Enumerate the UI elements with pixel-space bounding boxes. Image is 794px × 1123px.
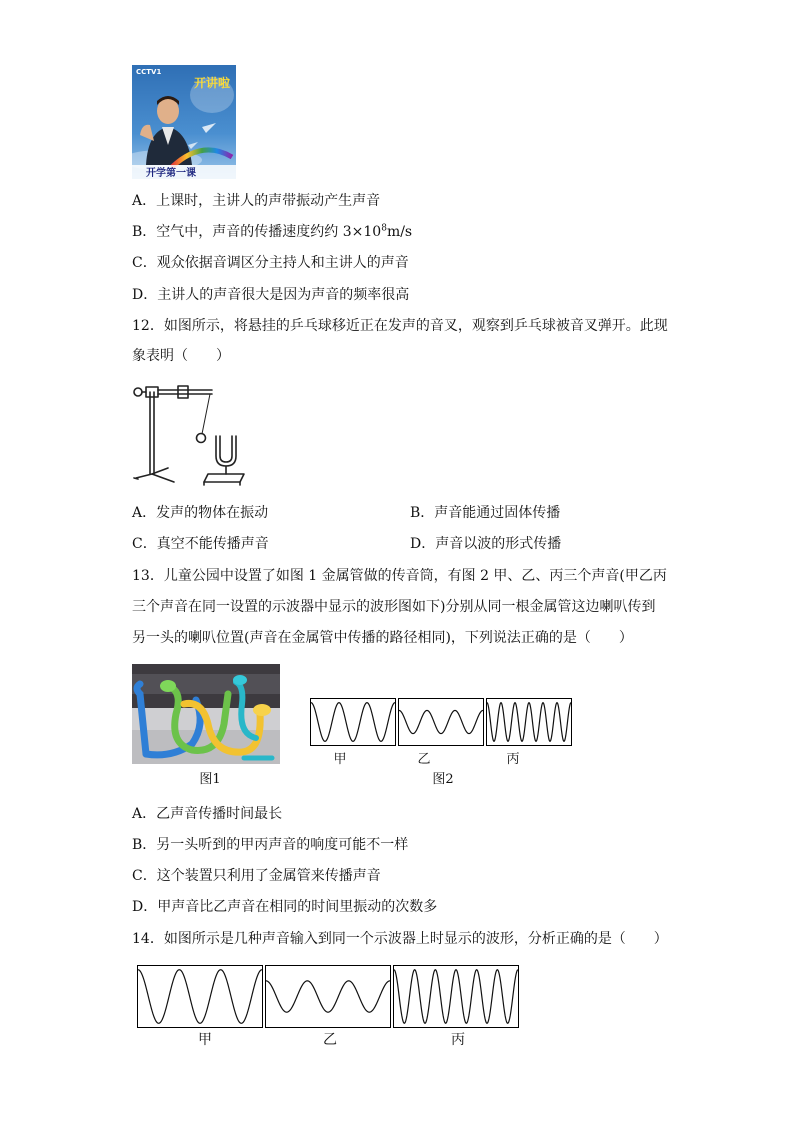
q11-option-a: A．上课时，主讲人的声带振动产生声音: [132, 193, 381, 209]
q11-option-b: [132, 222, 412, 242]
q13-wave-label-jia: 甲: [333, 752, 347, 767]
q13-stem-line3: 另一头的喇叭位置(声音在金属管中传播的路径相同)，下列说法正确的是（ ）: [132, 630, 633, 646]
q12-stem-line2: 象表明（ ）: [132, 348, 230, 364]
q13-option-d: D．甲声音比乙声音在相同的时间里振动的次数多: [132, 899, 438, 915]
q14-wave-jia: [137, 965, 263, 1028]
waveform-trace: [138, 970, 262, 1024]
q11-option-c: C．观众依据音调区分主持人和主讲人的声音: [132, 255, 409, 271]
q12-option-c: C．真空不能传播声音: [132, 536, 269, 552]
q11-option-b-exponent: 8: [381, 223, 387, 234]
poster-footer: 开学第一课: [146, 168, 196, 179]
waveform-trace: [399, 710, 483, 733]
q13-wave-bing: [486, 698, 572, 746]
q13-stem-line1: 13．儿童公园中设置了如图 1 金属管做的传音筒，有图 2 甲、乙、丙三个声音(甲乙丙: [132, 568, 667, 584]
poster-title: 开讲啦: [194, 76, 231, 90]
tuning-fork-pendulum-figure: [130, 378, 255, 486]
q13-option-c: C．这个装置只利用了金属管来传播声音: [132, 868, 381, 884]
q14-wave-label-bing: 丙: [451, 1032, 465, 1048]
q14-wave-yi: [265, 965, 391, 1028]
q14-wave-bing: [393, 965, 519, 1028]
q12-option-b: B．声音能通过固体传播: [410, 505, 561, 521]
q13-wave-label-bing: 丙: [506, 752, 520, 767]
waveform-trace: [311, 703, 395, 742]
q11-option-b-text: B．空气中，声音的传播速度约约 3×10: [132, 224, 382, 240]
q13-fig1-caption: 图1: [199, 772, 221, 787]
q13-option-a: A．乙声音传播时间最长: [132, 806, 283, 822]
q13-option-b: B．另一头听到的甲丙声音的响度可能不一样: [132, 837, 409, 853]
q12-option-a: A．发声的物体在振动: [132, 505, 269, 521]
q14-wave-label-jia: 甲: [198, 1032, 212, 1048]
poster-logo: CCTV1: [136, 68, 162, 76]
q14-wave-label-yi: 乙: [323, 1032, 337, 1048]
lecture-poster-image: [132, 65, 236, 179]
waveform-trace: [266, 981, 390, 1012]
metal-pipe-photo: [132, 664, 280, 764]
q12-option-d: D．声音以波的形式传播: [410, 536, 562, 552]
q13-wave-yi: [398, 698, 484, 746]
q13-wave-jia: [310, 698, 396, 746]
q12-stem-line1: 12．如图所示，将悬挂的乒乓球移近正在发声的音叉，观察到乒乓球被音叉弹开。此现: [132, 318, 668, 334]
waveform-trace: [487, 703, 571, 742]
q14-stem-line1: 14．如图所示是几种声音输入到同一个示波器上时显示的波形，分析正确的是（ ）: [132, 931, 668, 947]
q13-wave-label-yi: 乙: [417, 752, 431, 767]
waveform-trace: [394, 970, 518, 1024]
q11-option-b-unit: m/s: [386, 224, 413, 240]
q11-option-d: D．主讲人的声音很大是因为声音的频率很高: [132, 287, 410, 303]
q13-stem-line2: 三个声音在同一设置的示波器中显示的波形图如下)分别从同一根金属管这边喇叭传到: [132, 599, 656, 615]
q13-fig2-caption: 图2: [432, 772, 454, 787]
